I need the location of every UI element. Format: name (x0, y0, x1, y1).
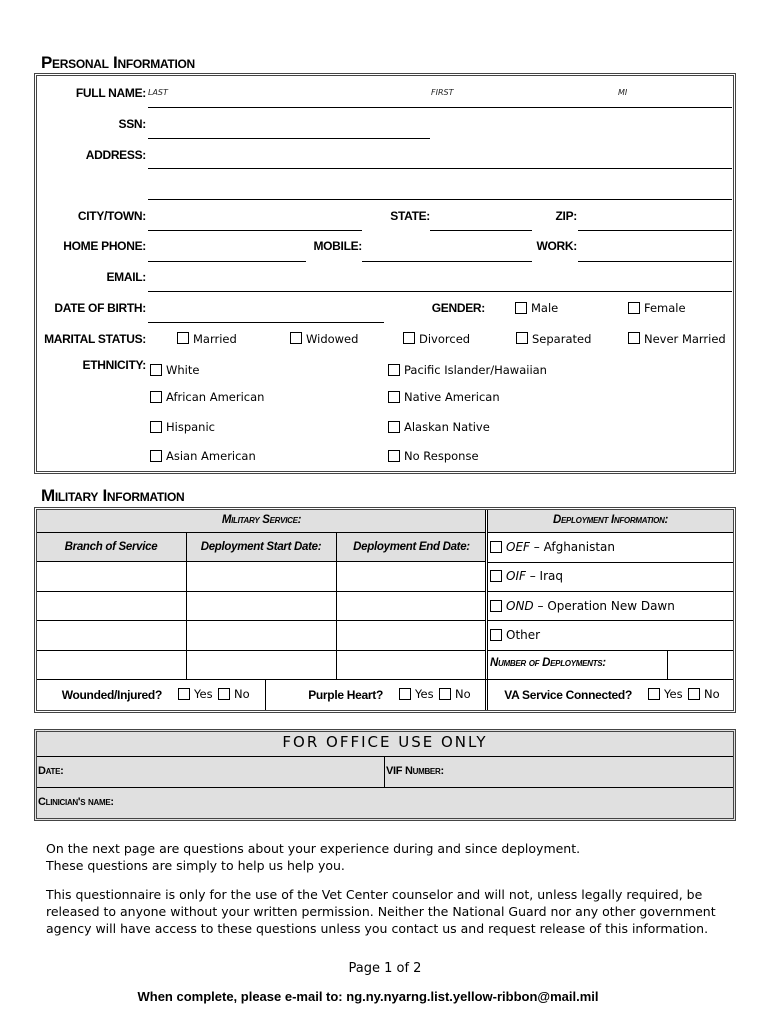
start-row-4[interactable] (187, 651, 335, 678)
ethnicity-pacific-islander-label: Pacific Islander/Hawaiian (404, 363, 547, 377)
va-yes-label: Yes (664, 687, 683, 701)
ethnicity-no-response-label: No Response (404, 449, 479, 463)
home-phone-field[interactable] (148, 261, 306, 262)
branch-row-3[interactable] (38, 621, 185, 649)
deployment-start-header: Deployment Start Date: (200, 541, 322, 553)
bottom-sep-1 (265, 679, 266, 710)
oef-checkbox[interactable] (490, 541, 502, 553)
privacy-paragraph: This questionnaire is only for the use of the Vet Center counselor and will not, unless legally required, be released to anyone without your written permission. Neither the National Guard nor any other government agency will have access to these questions unless you contact us and request release of this information. (46, 887, 716, 936)
address-label: ADDRESS: (85, 148, 146, 162)
ethnicity-hispanic-checkbox[interactable] (150, 421, 162, 433)
wounded-yes-checkbox[interactable] (178, 688, 190, 700)
purple-heart-no-label: No (455, 687, 471, 701)
state-field[interactable] (430, 230, 532, 231)
gender-label: GENDER: (431, 301, 485, 315)
oef-label: OEF – Afghanistan (506, 540, 616, 554)
marital-divorced-label: Divorced (419, 332, 471, 346)
va-no-label: No (704, 687, 720, 701)
branch-of-service-header: Branch of Service (64, 541, 158, 553)
dob-label: DATE OF BIRTH: (54, 301, 146, 315)
middle-initial-hint: MI (618, 88, 628, 97)
wounded-no-checkbox[interactable] (218, 688, 230, 700)
end-row-3[interactable] (337, 621, 485, 649)
ethnicity-asian-american-label: Asian American (166, 449, 256, 463)
service-deploy-divider (485, 510, 488, 710)
marital-separated-checkbox[interactable] (516, 332, 528, 344)
other-deployment-checkbox[interactable] (490, 629, 502, 641)
zip-field[interactable] (578, 230, 732, 231)
work-field[interactable] (578, 261, 732, 262)
marital-never-married-label: Never Married (644, 332, 726, 346)
end-row-2[interactable] (337, 592, 485, 619)
zip-label: ZIP: (555, 209, 577, 223)
address-field-line-2[interactable] (148, 199, 732, 200)
home-phone-label: HOME PHONE: (63, 239, 146, 253)
ethnicity-alaskan-native-label: Alaskan Native (404, 420, 490, 434)
personal-section-title: Personal Information (41, 53, 195, 72)
deployment-end-header: Deployment End Date: (353, 541, 470, 553)
city-field[interactable] (148, 230, 362, 231)
ond-label: OND – Operation New Dawn (506, 599, 675, 613)
gender-female-checkbox[interactable] (628, 302, 640, 314)
va-connected-label: VA Service Connected? (504, 688, 632, 702)
ond-checkbox[interactable] (490, 600, 502, 612)
wounded-no-label: No (234, 687, 250, 701)
ethnicity-native-american-label: Native American (404, 390, 500, 404)
military-section-title: Military Information (41, 486, 185, 505)
deployment-info-header: Deployment Information: (552, 514, 669, 526)
ethnicity-african-american-label: African American (166, 390, 265, 404)
gender-male-label: Male (531, 301, 559, 315)
branch-row-4[interactable] (38, 651, 185, 678)
military-service-header: Military Service: (221, 514, 302, 526)
ethnicity-no-response-checkbox[interactable] (388, 450, 400, 462)
gender-male-checkbox[interactable] (515, 302, 527, 314)
office-col-sep (384, 756, 385, 787)
va-yes-checkbox[interactable] (648, 688, 660, 700)
deploy-row-sep-3 (488, 620, 733, 621)
ethnicity-african-american-checkbox[interactable] (150, 391, 162, 403)
intro-paragraph (46, 840, 736, 874)
ethnicity-pacific-islander-checkbox[interactable] (388, 364, 400, 376)
email-label: EMAIL: (106, 270, 146, 284)
page-number: Page 1 of 2 (348, 961, 422, 976)
city-label: CITY/TOWN: (77, 209, 146, 223)
marital-separated-label: Separated (532, 332, 592, 346)
address-field-line-1[interactable] (148, 168, 732, 169)
start-row-3[interactable] (187, 621, 335, 649)
ethnicity-hispanic-label: Hispanic (166, 420, 215, 434)
first-name-hint: FIRST (431, 88, 454, 97)
dob-field[interactable] (148, 322, 384, 323)
start-row-1[interactable] (187, 563, 335, 590)
purple-heart-label: Purple Heart? (308, 688, 383, 702)
mobile-label: MOBILE: (313, 239, 362, 253)
office-title-rule (37, 756, 733, 757)
office-use-title: FOR OFFICE USE ONLY (282, 733, 488, 751)
end-row-1[interactable] (337, 563, 485, 590)
ssn-label: SSN: (118, 117, 146, 131)
office-clinician-label: Clinician's name: (38, 796, 114, 808)
branch-row-2[interactable] (38, 592, 185, 619)
wounded-label: Wounded/Injured? (61, 688, 162, 702)
marital-married-checkbox[interactable] (177, 332, 189, 344)
marital-never-married-checkbox[interactable] (628, 332, 640, 344)
state-label: STATE: (390, 209, 430, 223)
ethnicity-label: ETHNICITY: (82, 358, 146, 372)
deploy-row-sep-1 (488, 562, 733, 563)
office-vif-label: VIF Number: (386, 765, 444, 777)
branch-row-1[interactable] (38, 563, 185, 590)
mobile-field[interactable] (362, 261, 532, 262)
marital-divorced-checkbox[interactable] (403, 332, 415, 344)
ethnicity-alaskan-native-checkbox[interactable] (388, 421, 400, 433)
ssn-field[interactable] (148, 138, 430, 139)
first-name-field[interactable] (430, 107, 732, 108)
ethnicity-white-label: White (166, 363, 200, 377)
ethnicity-asian-american-checkbox[interactable] (150, 450, 162, 462)
office-row-rule (37, 787, 733, 788)
oif-label: OIF – Iraq (506, 569, 563, 583)
marital-married-label: Married (193, 332, 237, 346)
full-name-label: FULL NAME: (75, 86, 146, 100)
last-name-field[interactable] (148, 107, 430, 108)
num-deployments-field[interactable] (668, 651, 733, 678)
military-table-bottom-rule (37, 679, 733, 680)
end-row-4[interactable] (337, 651, 485, 678)
intro-line-2: These questions are simply to help us help you. (46, 858, 345, 873)
num-deployments-label: Number of Deployments: (490, 657, 606, 669)
last-name-hint: LAST (148, 88, 168, 97)
intro-line-1: On the next page are questions about your experience during and since deployment. (46, 841, 581, 856)
gender-female-label: Female (644, 301, 686, 315)
deploy-row-sep-2 (488, 591, 733, 592)
oif-checkbox[interactable] (490, 570, 502, 582)
office-date-label: Date: (38, 765, 64, 777)
purple-heart-yes-label: Yes (415, 687, 434, 701)
purple-heart-no-checkbox[interactable] (439, 688, 451, 700)
purple-heart-yes-checkbox[interactable] (399, 688, 411, 700)
start-row-2[interactable] (187, 592, 335, 619)
other-deployment-label: Other (506, 628, 541, 642)
email-field[interactable] (148, 291, 732, 292)
marital-widowed-label: Widowed (306, 332, 359, 346)
wounded-yes-label: Yes (194, 687, 213, 701)
work-label: WORK: (536, 239, 577, 253)
marital-status-label: MARITAL STATUS: (44, 332, 146, 346)
va-no-checkbox[interactable] (688, 688, 700, 700)
ethnicity-native-american-checkbox[interactable] (388, 391, 400, 403)
email-instruction: When complete, please e-mail to: ng.ny.nyarng.list.yellow-ribbon@mail.mil (137, 989, 599, 1004)
ethnicity-white-checkbox[interactable] (150, 364, 162, 376)
marital-widowed-checkbox[interactable] (290, 332, 302, 344)
